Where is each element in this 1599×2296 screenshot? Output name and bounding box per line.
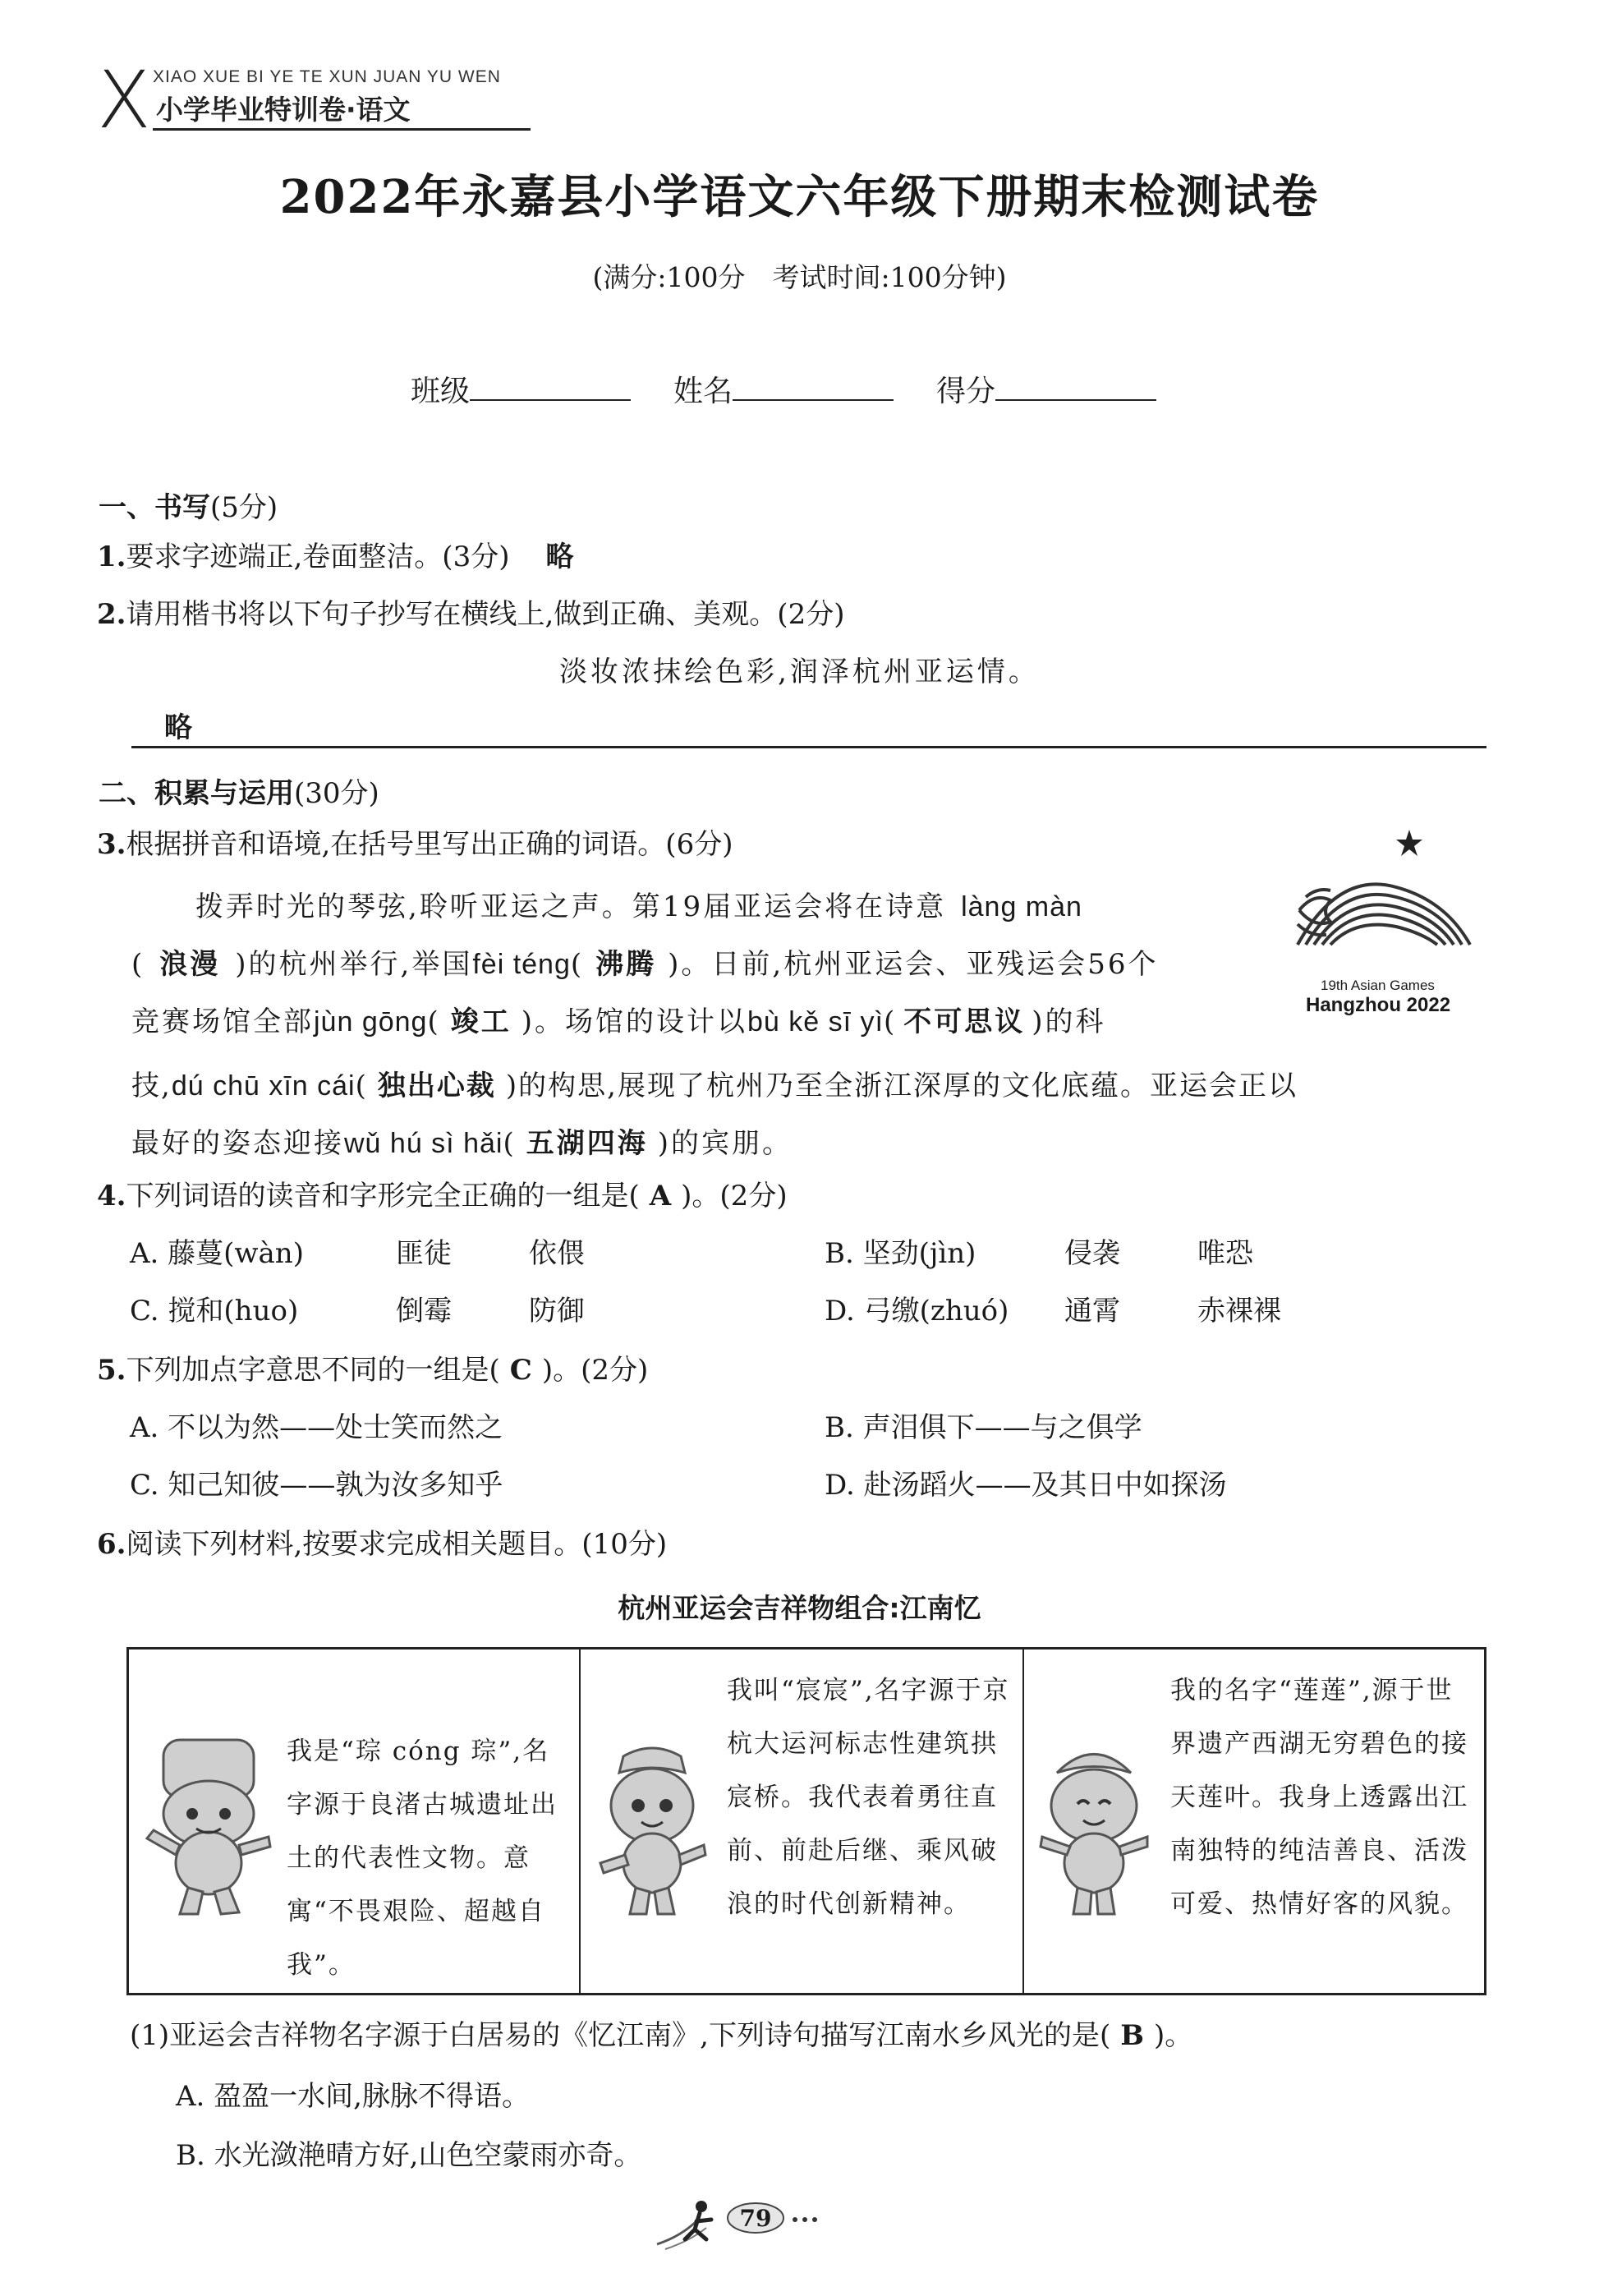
q3-seg-f: 技, [131, 1070, 172, 1102]
q3-answer-1: 浪漫 [159, 948, 221, 981]
q4-answer: A [649, 1180, 672, 1212]
q4-option-a-word2: 匪徒 [396, 1237, 452, 1270]
q3-pinyin-3: jùn gōng [314, 1006, 428, 1038]
q1 [97, 541, 573, 574]
q6-number: 6. [97, 1528, 126, 1561]
q2-text: 请用楷书将以下句子抄写在横线上,做到正确、美观。(2分) [126, 598, 845, 631]
q5-text-after: )。(2分) [541, 1354, 649, 1387]
q3-answer-5: 独出心裁 [377, 1070, 496, 1102]
score-field [936, 368, 1156, 410]
mascot-congcong-icon [139, 1732, 278, 1921]
q3-answer-6: 五湖四海 [526, 1127, 648, 1160]
q4-option-b: B. 坚劲(jìn) [825, 1237, 976, 1270]
q3-seg-c: 竞赛场馆全部 [131, 1005, 314, 1038]
name-field [673, 368, 894, 410]
q3-seg-i: 的宾朋。 [670, 1127, 793, 1160]
q3-answer-2: 沸腾 [595, 948, 657, 981]
q5-option-b: B. 声泪俱下——与之俱学 [825, 1411, 1142, 1444]
q6-sub1-text-after: )。 [1153, 2019, 1193, 2052]
q2 [97, 598, 844, 632]
asian-games-logo [1281, 821, 1486, 1019]
section1-title: 一、书写 [99, 491, 210, 524]
class-field [411, 368, 631, 410]
q4-option-b-word2: 侵袭 [1064, 1237, 1120, 1270]
q3-line4: 技,dú chū xīn cái( 独出心裁 )的构思,展现了杭州乃至全浙江深厚的文化底蕴。亚运会正以 [131, 1070, 1298, 1102]
q6-material-title: 杭州亚运会吉祥物组合:江南忆 [618, 1592, 981, 1624]
q4-option-c: C. 搅和(huo) [130, 1295, 299, 1327]
mascot-cell-1-text: 我是“琮 cóng 琮”,名字源于良渚古城遗址出土的代表性文物。意寓“不畏艰险、超越自我”。 [287, 1737, 558, 1980]
q3-number: 3. [97, 828, 126, 861]
class-blank[interactable] [470, 371, 631, 401]
q3-seg-a: 的杭州举行,举国 [248, 948, 473, 981]
q2-number: 2. [97, 598, 126, 631]
q3-pinyin-4: bù kě sī yì [747, 1006, 884, 1038]
q3-line5: 最好的姿态迎接wǔ hú sì hǎi( 五湖四海 )的宾朋。 [131, 1127, 793, 1160]
q3-answer-3: 竣工 [450, 1005, 512, 1038]
q4-text-after: )。(2分) [681, 1180, 788, 1212]
section2-points: (30分) [294, 777, 379, 810]
score-blank[interactable] [995, 371, 1156, 401]
q6-sub1 [130, 2019, 1192, 2053]
q3-pinyin-1: làng màn [961, 891, 1082, 923]
q3-seg-e: 的科 [1045, 1005, 1106, 1038]
q5-option-a: A. 不以为然——处士笑而然之 [130, 1411, 503, 1444]
q3-seg-h: 最好的姿态迎接 [131, 1127, 344, 1160]
q4 [97, 1180, 788, 1213]
q5-option-c: C. 知己知彼——孰为汝多知乎 [130, 1469, 503, 1502]
q3-seg-b: 。日前,杭州亚运会、亚残运会56个 [681, 948, 1159, 981]
score-label: 得分 [936, 375, 996, 408]
mascot-chenchen-icon [590, 1740, 714, 1921]
q5-answer: C [509, 1354, 532, 1387]
q4-text: 下列词语的读音和字形完全正确的一组是( [126, 1180, 640, 1212]
q3 [97, 828, 733, 862]
q5-option-d: D. 赴汤蹈火——及其日中如探汤 [825, 1469, 1227, 1502]
q4-number: 4. [97, 1180, 126, 1212]
q2-writing-line[interactable] [131, 746, 1486, 748]
q1-answer: 略 [545, 541, 574, 573]
q4-option-d: D. 弓缴(zhuó) [825, 1295, 1009, 1327]
q2-sentence: 淡妆浓抹绘色彩,润泽杭州亚运情。 [559, 656, 1040, 688]
section2-title: 二、积累与运用 [99, 777, 294, 810]
name-label: 姓名 [673, 375, 733, 408]
section1-points: (5分) [210, 491, 278, 524]
header-series: 小学毕业特训卷·语文 [156, 94, 411, 126]
q6-sub1-option-b: B. 水光潋滟晴方好,山色空蒙雨亦奇。 [176, 2139, 642, 2172]
page-subtitle: (满分:100分 考试时间:100分钟) [592, 261, 1007, 293]
q2-answer: 略 [164, 711, 192, 744]
q3-seg-g: 的构思,展现了杭州乃至全浙江深厚的文化底蕴。亚运会正以 [518, 1070, 1298, 1102]
logo-line2: Hangzhou 2022 [1306, 994, 1451, 1016]
q3-pinyin-6: wǔ hú sì hǎi [344, 1128, 503, 1159]
class-label: 班级 [411, 375, 471, 408]
q4-option-c-word3: 防御 [529, 1295, 585, 1327]
q5-number: 5. [97, 1354, 126, 1387]
q1-text: 要求字迹端正,卷面整洁。(3分) [126, 541, 510, 573]
q5 [97, 1354, 648, 1387]
section2-heading [99, 771, 379, 811]
q3-line1-text: 拨弄时光的琴弦,聆听亚运之声。第19届亚运会将在诗意 [195, 890, 947, 923]
q3-line3: 竞赛场馆全部jùn gōng( 竣工 )。场馆的设计以bù kě sī yì( 不可思议 )的科 [131, 1005, 1106, 1038]
q3-line2: ( 浪漫 )的杭州举行,举国fèi téng( 沸腾 )。日前,杭州亚运会、亚残运会56个 [131, 948, 1159, 981]
q6-text: 阅读下列材料,按要求完成相关题目。(10分) [126, 1528, 668, 1561]
q6-sub1-text: (1)亚运会吉祥物名字源于白居易的《忆江南》,下列诗句描写江南水乡风光的是( [130, 2019, 1111, 2052]
q4-option-a: A. 藤蔓(wàn) [130, 1237, 304, 1270]
q3-seg-d: 。场馆的设计以 [535, 1005, 747, 1038]
q5-text: 下列加点字意思不同的一组是( [126, 1354, 500, 1387]
section1-heading [99, 485, 278, 525]
q4-option-a-word3: 依偎 [529, 1237, 585, 1270]
mascot-cell-3-text: 我的名字“莲莲”,源于世界遗产西湖无穷碧色的接天莲叶。我身上透露出江南独特的纯洁善良、活泼可爱、热情好客的风貌。 [1170, 1676, 1468, 1919]
header-letter: X [97, 54, 151, 146]
q3-text: 根据拼音和语境,在括号里写出正确的词语。(6分) [126, 828, 733, 861]
table-divider [579, 1650, 581, 1993]
logo-line1: 19th Asian Games [1321, 978, 1435, 993]
q1-number: 1. [97, 541, 126, 573]
q3-answer-4: 不可思议 [903, 1005, 1026, 1038]
mascot-cell-2-text: 我叫“宸宸”,名字源于京杭大运河标志性建筑拱宸桥。我代表着勇往直前、前赴后继、乘风破浪的时代创新精神。 [727, 1676, 1010, 1919]
q3-pinyin-2: fèi téng [472, 949, 571, 980]
page-number: 79 [739, 2205, 772, 2232]
q3-line1 [195, 884, 1082, 924]
q4-option-b-word3: 唯恐 [1197, 1237, 1253, 1270]
name-blank[interactable] [733, 371, 894, 401]
q6-sub1-answer: B [1120, 2019, 1144, 2052]
q4-option-d-word3: 赤裸裸 [1197, 1295, 1281, 1327]
q6 [97, 1528, 667, 1562]
header-pinyin: XIAO XUE BI YE TE XUN JUAN YU WEN [153, 67, 501, 86]
page-title: 2022年永嘉县小学语文六年级下册期末检测试卷 [279, 170, 1320, 224]
table-divider [1022, 1650, 1024, 1993]
mascot-table [126, 1647, 1486, 1995]
q4-option-c-word2: 倒霉 [396, 1295, 452, 1327]
q3-pinyin-5: dú chū xīn cái [171, 1070, 356, 1102]
q4-option-d-word2: 通霄 [1064, 1295, 1120, 1327]
asian-games-emblem-icon [1281, 821, 1486, 986]
mascot-lianlian-icon [1032, 1740, 1156, 1921]
header-underline [153, 128, 531, 131]
q6-sub1-option-a: A. 盈盈一水间,脉脉不得语。 [176, 2080, 530, 2113]
